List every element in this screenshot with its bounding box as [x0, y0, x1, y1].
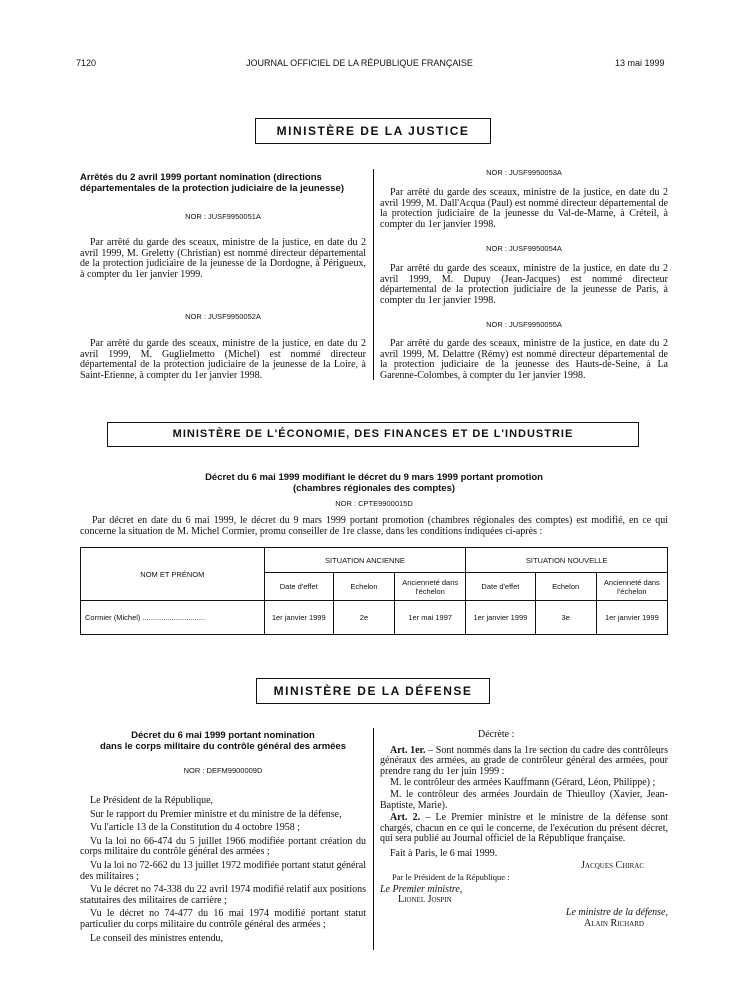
- visa-paragraph: Sur le rapport du Premier ministre et du ministre de la défense,: [90, 808, 342, 820]
- cell-new-date: 1er janvier 1999: [466, 601, 535, 635]
- visa-paragraph: Vu l'article 13 de la Constitution du 4 octobre 1958 ;: [90, 822, 301, 834]
- defense-title-line1: Décret du 6 mai 1999 portant nomination: [131, 730, 315, 741]
- promotion-table: [80, 547, 668, 635]
- cell-old-date: 1er janvier 1999: [264, 601, 333, 635]
- nor-cpte9900015d: NOR : CPTE9900015D: [335, 499, 413, 508]
- visa-paragraph: Le conseil des ministres entendu,: [90, 932, 224, 944]
- issue-date: 13 mai 1999: [615, 58, 665, 68]
- column-divider-defense: [373, 728, 374, 950]
- ministry-economie-box: [107, 422, 639, 447]
- economie-decret-title: [80, 472, 668, 494]
- column-divider: [373, 169, 374, 380]
- col-old-date: Date d'effet: [264, 573, 333, 601]
- cell-old-echelon: 2e: [333, 601, 394, 635]
- col-new-date: Date d'effet: [466, 573, 535, 601]
- article-2: Art. 2. – Le Premier ministre et le ministre de la défense sont chargés, chacun en ce qui le concerne, de l'exécution du présent décret, qui sera publié au Journal officiel de la République française.: [380, 812, 668, 845]
- signature-chirac: Jacques Chirac: [581, 859, 644, 871]
- economie-title-line1: Décret du 6 mai 1999 modifiant le décret du 9 mars 1999 portant promotion: [205, 472, 543, 483]
- arrete-dallacqua: Par arrêté du garde des sceaux, ministre de la justice, en date du 2 avril 1999, M. Dall'Acqua (Paul) est nommé directeur départemental de la protection judiciaire de la jeunesse du Val-de-Marne, à Créteil, à compter du 1er janvier 1998.: [380, 187, 668, 230]
- ministry-defense-box: [256, 678, 490, 704]
- group-situation-ancienne: SITUATION ANCIENNE: [264, 548, 466, 573]
- visa-paragraph: Vu le décret no 74-338 du 22 avril 1974 modifié relatif aux positions statutaires des militaires de carrière ;: [80, 884, 366, 906]
- ministry-economie-title: MINISTÈRE DE L'ÉCONOMIE, DES FINANCES ET DE L'INDUSTRIE: [172, 428, 574, 440]
- arrete-delattre: Par arrêté du garde des sceaux, ministre de la justice, en date du 2 avril 1999, M. Delattre (Rémy) est nommé directeur départemental de la protection judiciaire de la jeunesse des Hauts-de-Seine, à La Garenne-Colombes, à compter du 1er janvier 1998.: [380, 338, 668, 381]
- economie-intro: Par décret en date du 6 mai 1999, le décret du 9 mars 1999 portant promotion (chambres régionales des comptes) est modifié, en ce qui concerne la situation de M. Michel Cormier, promu conseiller de 1re classe, dans les conditions indiquées ci-après :: [80, 515, 668, 537]
- pm-name: Lionel Jospin: [398, 894, 452, 906]
- col-old-anciennete: Ancienneté dans l'échelon: [395, 573, 466, 601]
- arrete-dupuy: Par arrêté du garde des sceaux, ministre de la justice, en date du 2 avril 1999, M. Dupuy (Jean-Jacques) est nommé directeur départemental de la protection judiciaire de la jeunesse de Paris, à compter du 1er janvier 1998.: [380, 263, 668, 306]
- article-1: Art. 1er. – Sont nommés dans la 1re section du cadre des contrôleurs généraux des armées, au grade de contrôleur général des armées, pour prendre rang du 1er juin 1999 :: [380, 744, 669, 777]
- page-number: 7120: [76, 58, 97, 68]
- table-row: [81, 601, 668, 635]
- col-new-echelon: Echelon: [535, 573, 596, 601]
- cell-new-anciennete: 1er janvier 1999: [596, 601, 667, 635]
- nor-jusf9950053a: NOR : JUSF9950053A: [486, 168, 562, 177]
- decrete-label: Décrète :: [478, 729, 515, 740]
- journal-title: JOURNAL OFFICIEL DE LA RÉPUBLIQUE FRANÇAISE: [246, 58, 473, 68]
- col-nom-prenom: NOM ET PRÉNOM: [81, 548, 265, 601]
- article-1-jourdain: M. le contrôleur des armées Jourdain de Thieulloy (Xavier, Jean-Baptiste, Marie).: [380, 788, 668, 811]
- defense-decret-title: [80, 730, 366, 752]
- nor-defm9900009d: NOR : DEFM9900009D: [183, 766, 263, 775]
- defense-minister-name: Alain Richard: [584, 917, 644, 929]
- nor-jusf9950051a: NOR : JUSF9950051A: [185, 212, 261, 221]
- nor-jusf9950054a: NOR : JUSF9950054A: [486, 244, 562, 253]
- justice-arretes-title: Arrêtés du 2 avril 1999 portant nomination (directions départementales de la protection judiciaire de la jeunesse): [80, 172, 344, 194]
- col-old-echelon: Echelon: [333, 573, 394, 601]
- arrete-guglielmetto: Par arrêté du garde des sceaux, ministre de la justice, en date du 2 avril 1999, M. Guglielmetto (Michel) est nommé directeur départemental de la protection judiciaire de la jeunesse de la Loire, à Saint-Etienne, à compter du 1er janvier 1998.: [80, 338, 366, 381]
- visa-paragraph: Vu la loi no 66-474 du 5 juillet 1966 modifiée portant création du corps militaire du contrôle général des armées ;: [80, 835, 366, 858]
- visa-paragraph: Vu la loi no 72-662 du 13 juillet 1972 modifiée portant statut général des militaires ;: [80, 859, 367, 882]
- visa-paragraph: Le Président de la République,: [90, 795, 214, 806]
- cell-old-anciennete: 1er mai 1997: [395, 601, 466, 635]
- cell-name: Cormier (Michel) ..............................: [81, 601, 265, 635]
- ministry-justice-box: [255, 118, 491, 144]
- ministry-justice-title: MINISTÈRE DE LA JUSTICE: [276, 124, 470, 138]
- defense-minister-title: Le ministre de la défense,: [565, 906, 668, 918]
- ministry-defense-title: MINISTÈRE DE LA DÉFENSE: [273, 684, 473, 698]
- group-situation-nouvelle: SITUATION NOUVELLE: [466, 548, 668, 573]
- col-new-anciennete: Ancienneté dans l'échelon: [596, 573, 667, 601]
- economie-title-line2: (chambres régionales des comptes): [292, 483, 456, 494]
- cell-new-echelon: 3e: [535, 601, 596, 635]
- fait-a-paris: Fait à Paris, le 6 mai 1999.: [390, 847, 498, 859]
- pm-title: Le Premier ministre,: [380, 883, 463, 895]
- nor-jusf9950052a: NOR : JUSF9950052A: [185, 312, 261, 321]
- defense-title-line2: dans le corps militaire du contrôle général des armées: [99, 741, 347, 752]
- arrete-greletty: Par arrêté du garde des sceaux, ministre de la justice, en date du 2 avril 1999, M. Greletty (Christian) est nommé directeur départemental de la protection judiciaire de la jeunesse de la Dordogne, à Périgueux, à compter du 1er janvier 1999.: [80, 237, 366, 280]
- nor-jusf9950055a: NOR : JUSF9950055A: [486, 320, 562, 329]
- defense-dispositif: [380, 730, 668, 929]
- par-le-president: Par le Président de la République :: [392, 872, 510, 883]
- visa-paragraph: Vu le décret no 74-477 du 16 mai 1974 modifié portant statut particulier du corps militaire du contrôle général des armées ;: [80, 908, 366, 930]
- defense-visas: [80, 796, 366, 947]
- article-1-kauffmann: M. le contrôleur des armées Kauffmann (Gérard, Léon, Philippe) ;: [390, 777, 656, 789]
